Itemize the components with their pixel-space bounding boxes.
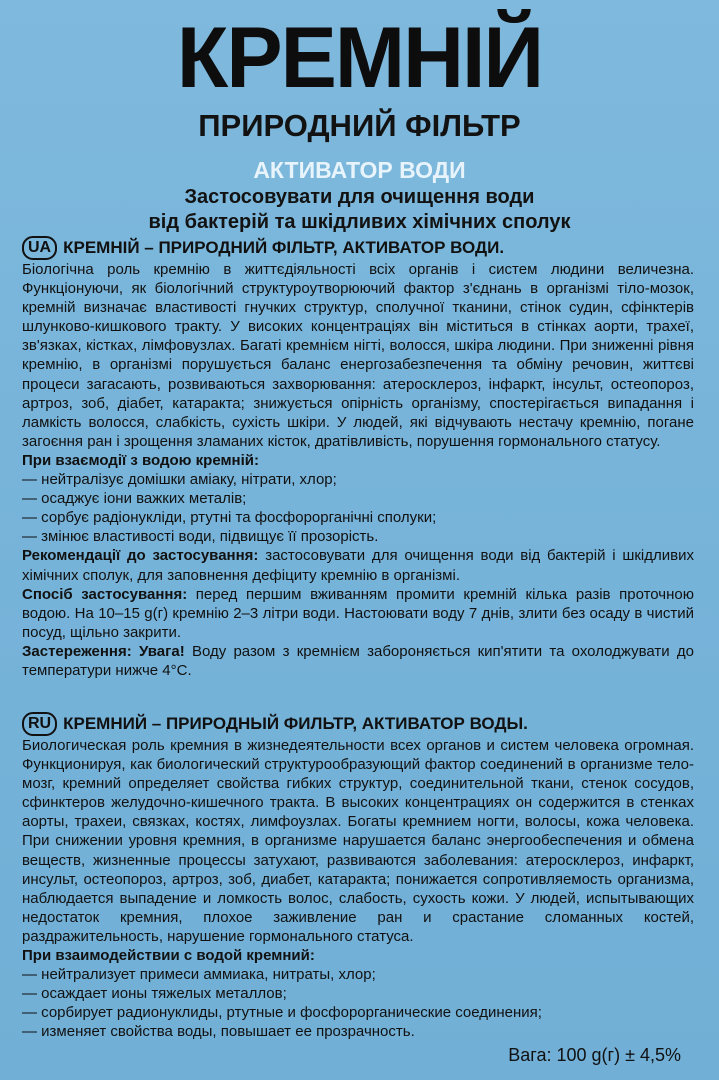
ua-warning-label: Застереження: Увага! [22, 642, 185, 660]
section-ru [22, 712, 694, 1042]
ru-intro-paragraph: Биологическая роль кремния в жизнедеятельности всех органов и систем человека огромная. Функционируя, как биологический структурообразующий фактор соединений в организме тело-мозг, кремний определяет свойства гибких структур, соединительной ткани, стенок сосудов, сфинктеров желудочно-кишечного тракта. В высоких концентрациях он содержится в стенках аорты, трахеи, связках, костях, лимфоузлах. Богаты кремнием ногти, волосы, кожа человека. При снижении уровня кремния, в организме нарушается баланс энергообеспечения и обмена веществ, жизненные процессы затухают, развиваются заболевания: атеросклероз, инфаркт, инсульт, остеопороз, артроз, зоб, диабет, катаракта; понижается сопротивляемость организма, наблюдается выпадение и ломкость волос, слабость, сухость кожи. У людей, испытывающих недостаток кремния, плохое заживление ран и срастание сломанных костей, раздражительность, нарушение гормонального статуса. [22, 737, 694, 945]
ua-warning [22, 642, 694, 680]
ru-interaction-item: — изменяет свойства воды, повышает ее прозрачность. [22, 1023, 415, 1041]
net-weight: Вага: 100 g(г) ± 4,5% [508, 1045, 681, 1065]
ru-interaction-item: — осаждает ионы тяжелых металлов; [22, 985, 287, 1003]
purpose-statement [0, 185, 719, 235]
ru-interaction-item: — сорбирует радионуклиды, ртутные и фосфорорганические соединения; [22, 1004, 542, 1022]
ua-method-label: Спосіб застосування: [22, 585, 188, 603]
ua-interaction-item: — нейтралізує домішки аміаку, нітрати, хлор; [22, 471, 337, 489]
purpose-line-1: Застосовувати для очищення води [184, 186, 535, 208]
ua-interaction-item: — сорбує радіонукліди, ртутні та фосфорорганічні сполуки; [22, 509, 437, 527]
ua-method-text: перед першим вживанням промити кремній кілька разів проточною водою. На 10–15 g(г) кремнію 2–3 літри води. Настоювати воду 7 днів, злити без осаду в чистий посуд, щільно закрити. [22, 585, 694, 641]
ua-method [22, 585, 694, 642]
ua-interaction-item: — осаджує іони важких металів; [22, 490, 247, 508]
product-tagline: АКТИВАТОР ВОДИ [253, 157, 466, 183]
ua-interaction-item: — змінює властивості води, підвищує її прозорість. [22, 528, 379, 546]
product-title: КРЕМНІЙ [176, 10, 543, 106]
ua-recommend-text: застосовувати для очищення води від бактерій і шкідливих хімічних сполук, для заповнення дефіциту кремнію в організмі. [22, 547, 694, 584]
ua-warning-text: Воду разом з кремнієм забороняється кип'ятити та охолоджувати до температури нижче 4°С. [22, 642, 694, 679]
section-ua [22, 236, 694, 680]
language-badge-ua: UA [22, 236, 57, 260]
ru-interaction-item: — нейтрализует примеси аммиака, нитраты, хлор; [22, 966, 376, 984]
product-subtitle: ПРИРОДНИЙ ФІЛЬТР [198, 108, 521, 143]
section-ua-header [22, 236, 694, 260]
language-badge-ru: RU [22, 712, 57, 736]
ua-recommendations [22, 546, 694, 584]
ua-interaction-heading: При взаємодії з водою кремній: [22, 451, 260, 469]
section-ru-title: КРЕМНИЙ – ПРИРОДНЫЙ ФИЛЬТР, АКТИВАТОР ВОДЫ. [63, 714, 528, 733]
ua-recommend-label: Рекомендації до застосування: [22, 547, 259, 565]
section-ru-header [22, 712, 694, 736]
section-ua-title: КРЕМНІЙ – ПРИРОДНИЙ ФІЛЬТР, АКТИВАТОР ВОДИ. [63, 238, 505, 257]
ru-interaction-heading: При взаимодействии с водой кремний: [22, 947, 315, 965]
ua-intro-paragraph: Біологічна роль кремнію в життєдіяльності всіх органів і систем людини величезна. Функціонуючи, як біологічний структуроутворюючий фактор з'єднань в організмі тіло-мозок, кремній визначає властивості гнучких структур, сполучної тканини, стінок судин, сфінктерів шлунково-кишкового тракту. У високих концентраціях він міститься в стінках аорти, трахеї, зв'язках, кістках, лімфовузлах. Багаті кремнієм нігті, волосся, шкіра людини. При зниженні рівня кремнію, в організмі порушується баланс енергозабезпечення та обміну речовин, життєві процеси загасають, розвиваються захворювання: атеросклероз, інфаркт, інсульт, остеопороз, артроз, зоб, діабет, катаракта; знижується опірність організму, спостерігається випадання і ламкість волосся, слабкість, сухість шкіри. У людей, які відчувають нестачу кремнію, погане загоєння ран і зрощення зламаних кісток, дратівливість, порушення гормонального статусу. [22, 261, 694, 450]
purpose-line-2: від бактерій та шкідливих хімічних сполук [148, 211, 571, 233]
